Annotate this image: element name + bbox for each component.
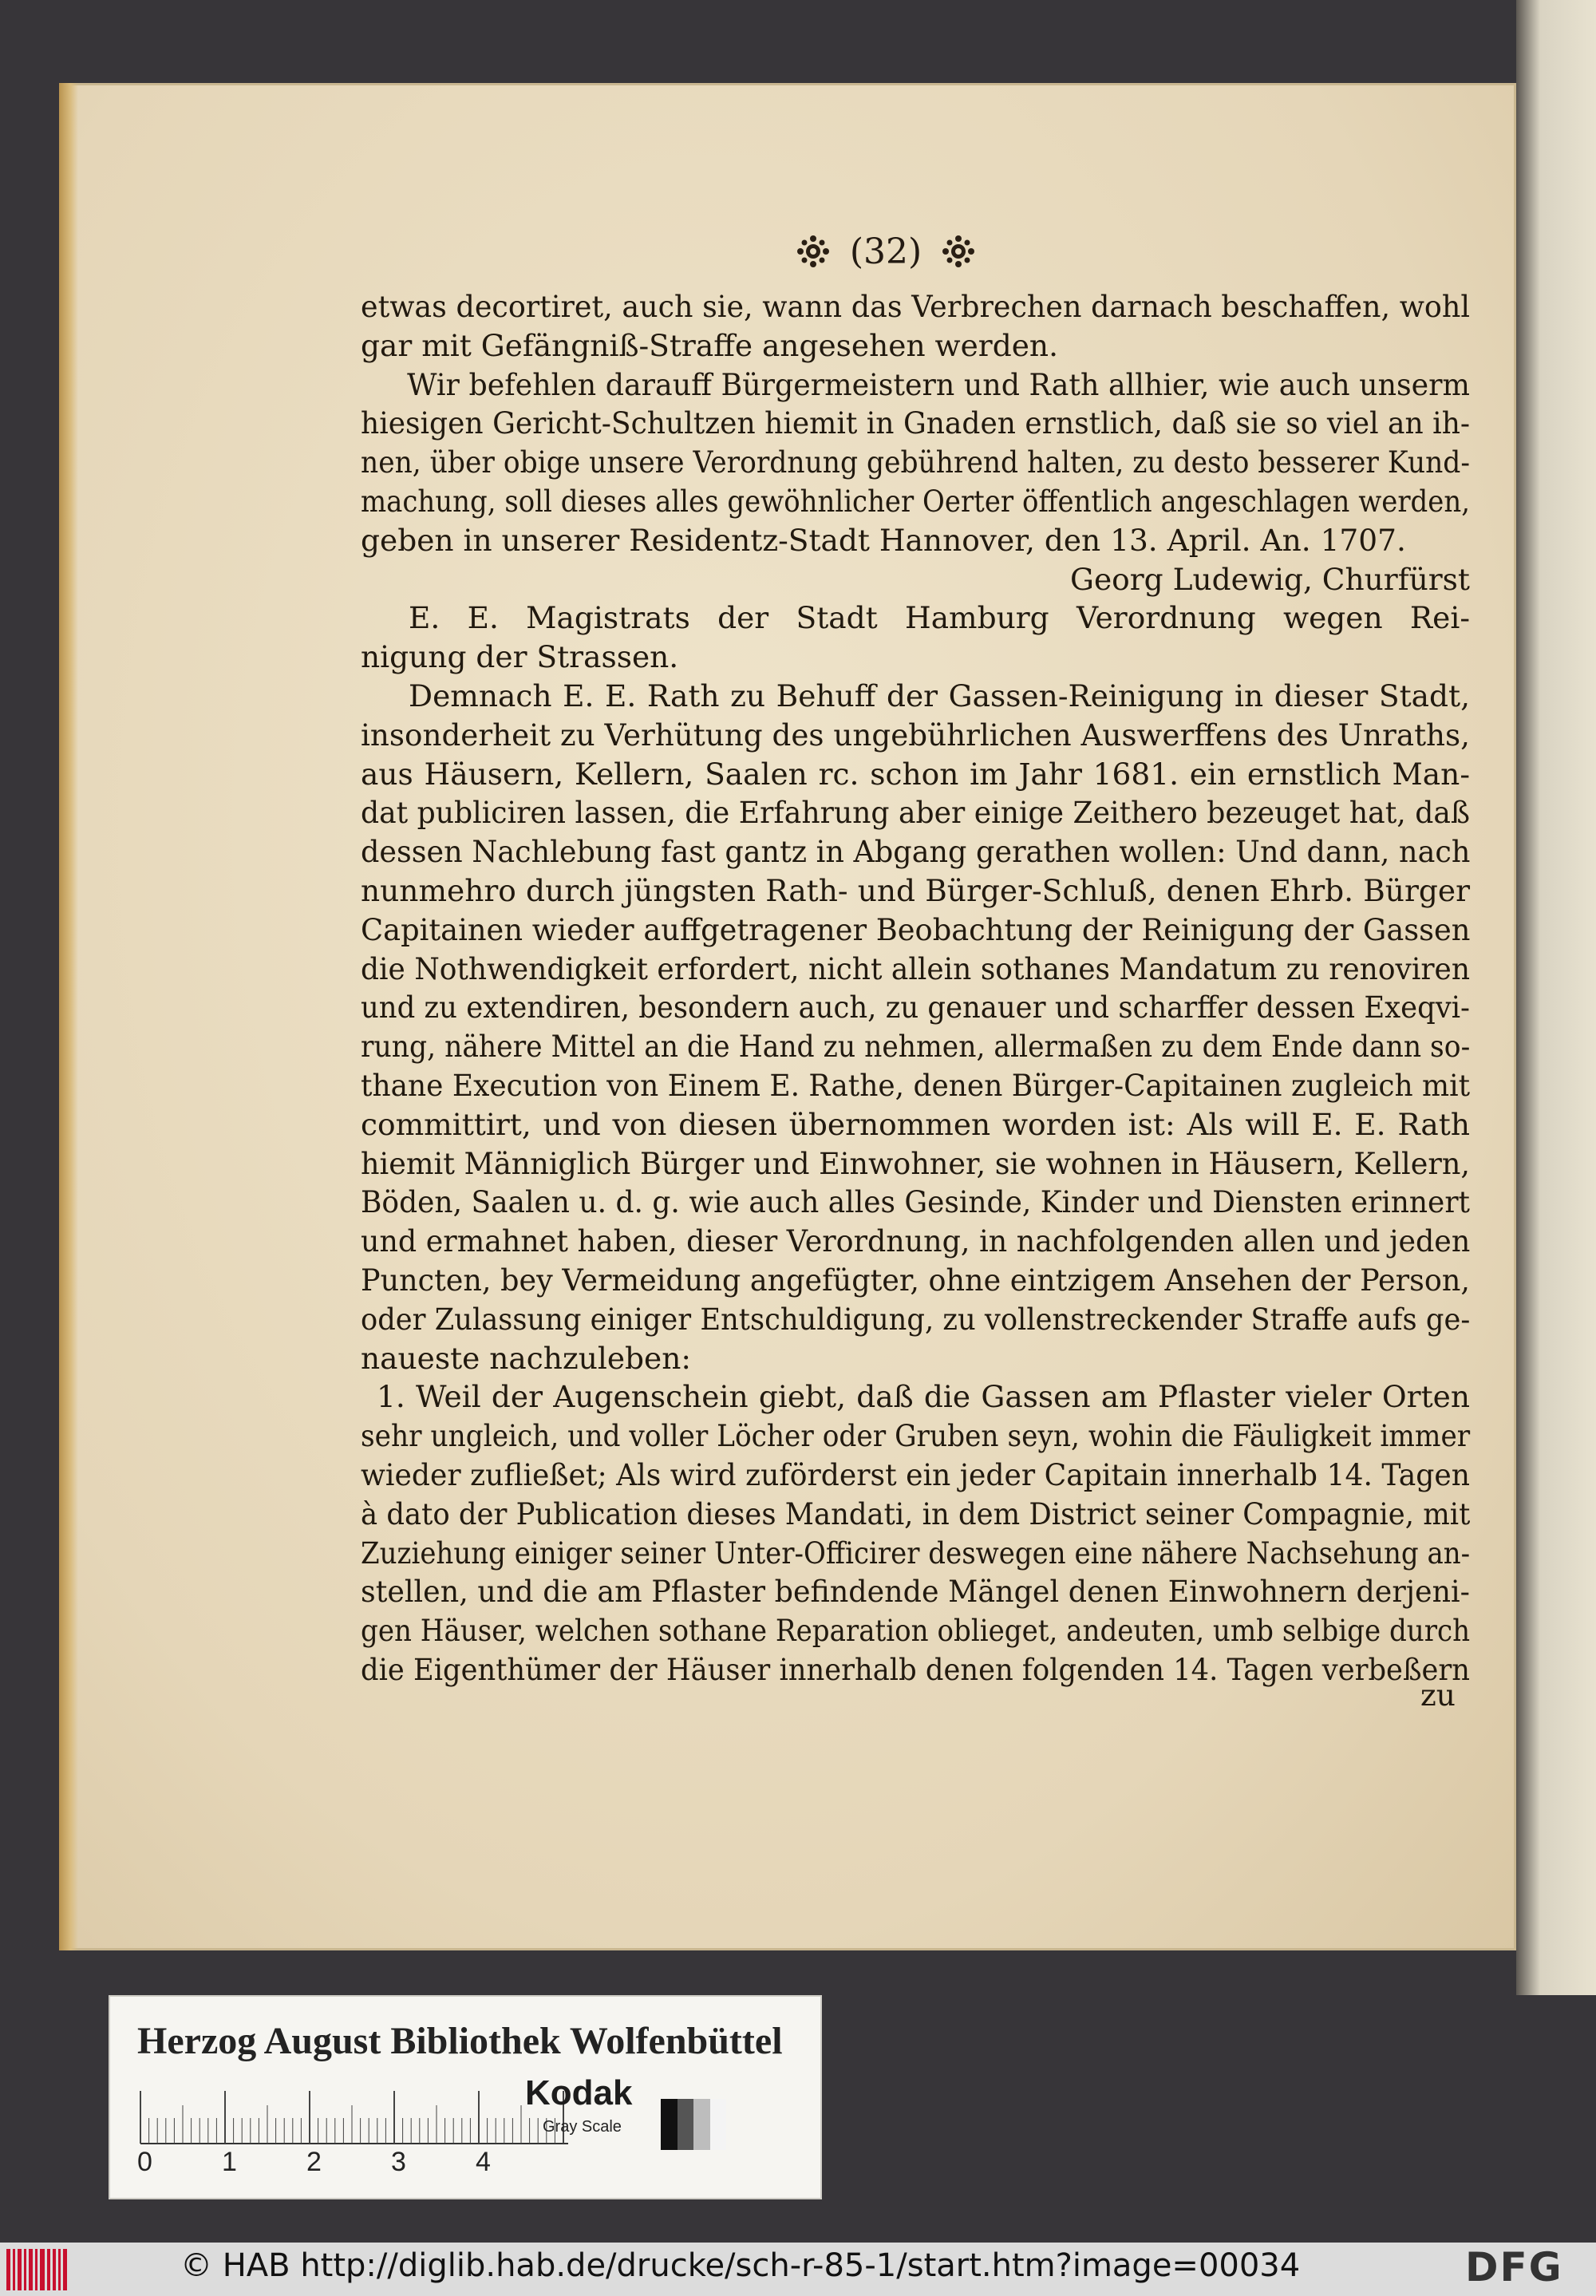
text-line: à dato der Publication dieses Mandati, in dem District seiner Compagnie, mit: [361, 1496, 1471, 1531]
ruler-labels: [137, 2147, 584, 2179]
dfg-logo: DFG: [1465, 2244, 1563, 2290]
text-line: und zu extendiren, besondern auch, zu genauer und scharffer dessen Exeqvi-: [361, 990, 1470, 1025]
text-line: 1. Weil der Augenschein giebt, daß die Gassen am Pflaster vieler Orten: [377, 1379, 1470, 1415]
ruler-label: 1: [222, 2147, 237, 2177]
ruler-label: 3: [391, 2147, 406, 2177]
text-line: naueste nachzuleben:: [361, 1340, 692, 1376]
text-line: E. E. Magistrats der Stadt Hamburg Verordnung wegen Rei-: [409, 600, 1470, 636]
text-line: nigung der Strassen.: [361, 639, 679, 675]
page-number: (32): [849, 231, 922, 272]
text-line: machung, soll dieses alles gewöhnlicher Oerter öffentlich angeschlagen werden,: [361, 483, 1470, 519]
text-line: Wir befehlen darauff Bürgermeistern und Rath allhier, wie auch unserm: [407, 366, 1471, 402]
text-line: nen, über obige unsere Verordnung gebührend halten, zu desto besserer Kund-: [361, 445, 1470, 480]
text-line: Georg Ludewig, Churfürst: [1070, 561, 1470, 597]
text-line: nunmehro durch jüngsten Rath- und Bürger-Schluß, denen Ehrb. Bürger: [361, 872, 1470, 908]
text-line: geben in unserer Residentz-Stadt Hannover, den 13. April. An. 1707.: [361, 522, 1406, 558]
text-line: hiesigen Gericht-Schultzen hiemit in Gnaden ernstlich, daß sie so viel an ih-: [361, 405, 1471, 441]
text-line: dessen Nachlebung fast gantz in Abgang gerathen wollen: Und dann, nach: [361, 834, 1471, 870]
text-line: thane Execution von Einem E. Rathe, denen Bürger-Capitainen zugleich mit: [361, 1067, 1471, 1103]
hab-barcode-icon: [6, 2249, 67, 2290]
text-line: committirt, und von diesen übernommen worden ist: Als will E. E. Rath: [361, 1106, 1470, 1142]
text-line: insonderheit zu Verhütung des ungebührlichen Auswerffens des Unraths,: [361, 717, 1470, 753]
text-line: gen Häuser, welchen sothane Reparation oblieget, andeuten, umb selbige durch: [361, 1613, 1471, 1649]
text-line: Puncten, bey Vermeidung angefügter, ohne eintzigem Ansehen der Person,: [361, 1262, 1470, 1298]
text-line: stellen, und die am Pflaster befindende Mängel denen Einwohnern derjeni-: [361, 1574, 1470, 1610]
text-line: rung, nähere Mittel an die Hand zu nehmen, allermaßen zu dem Ende dann so-: [361, 1029, 1471, 1065]
catchword: zu: [1420, 1678, 1456, 1713]
text-line: Zuziehung einiger seiner Unter-Officirer deswegen eine nähere Nachsehung an-: [361, 1535, 1471, 1571]
ruler-label: 0: [137, 2147, 152, 2177]
page-body-text: [361, 287, 1470, 1689]
adjacent-page-edge: [1516, 0, 1596, 1995]
text-line: wieder zufließet; Als wird zuförderst ein jeder Capitain innerhalb 14. Tagen: [361, 1456, 1470, 1492]
ruler-label: 4: [476, 2147, 491, 2177]
color-reference-card: [109, 1995, 822, 2199]
text-line: Demnach E. E. Rath zu Behuff der Gassen-Reinigung in dieser Stadt,: [409, 678, 1470, 713]
ruler-label: 2: [306, 2147, 322, 2177]
text-line: etwas decortiret, auch sie, wann das Verbrechen darnach beschaffen, wohl: [361, 289, 1470, 324]
page-gutter: [59, 83, 78, 1950]
library-name: Herzog August Bibliothek Wolfenbüttel: [137, 2020, 783, 2062]
page-header: [766, 223, 1005, 279]
text-line: die Eigenthümer der Häuser innerhalb denen folgenden 14. Tagen verbeßern: [361, 1651, 1470, 1687]
measurement-ruler: [137, 2089, 568, 2145]
gray-scale-label: Gray Scale: [543, 2118, 622, 2136]
gray-scale-swatch: [661, 2099, 726, 2150]
text-line: hiemit Männiglich Bürger und Einwohner, sie wohnen in Häusern, Kellern,: [361, 1145, 1470, 1181]
text-line: und ermahnet haben, dieser Verordnung, in nachfolgenden allen und jeden: [361, 1223, 1471, 1259]
text-line: Böden, Saalen u. d. g. wie auch alles Gesinde, Kinder und Diensten erinnert: [361, 1184, 1470, 1220]
text-line: oder Zulassung einiger Entschuldigung, zu vollenstreckender Straffe aufs ge-: [361, 1301, 1471, 1337]
text-line: Capitainen wieder auffgetragener Beobachtung der Reinigung der Gassen: [361, 911, 1471, 947]
ornament-left-icon: [796, 234, 831, 269]
kodak-logo: Kodak: [525, 2073, 633, 2112]
text-line: sehr ungleich, und voller Löcher oder Gruben seyn, wohin die Fäuligkeit immer: [361, 1418, 1471, 1454]
text-line: dat publiciren lassen, die Erfahrung aber einige Zeithero bezeuget hat, daß: [361, 795, 1470, 831]
text-line: gar mit Gefängniß-Straffe angesehen werden.: [361, 327, 1058, 363]
text-line: aus Häusern, Kellern, Saalen rc. schon im Jahr 1681. ein ernstlich Man-: [361, 756, 1470, 792]
ornament-right-icon: [941, 234, 976, 269]
text-line: die Nothwendigkeit erfordert, nicht allein sothanes Mandatum zu renoviren: [361, 950, 1470, 986]
footer-credit-link[interactable]: © HAB http://diglib.hab.de/drucke/sch-r-85-1/start.htm?image=00034: [180, 2247, 1301, 2284]
